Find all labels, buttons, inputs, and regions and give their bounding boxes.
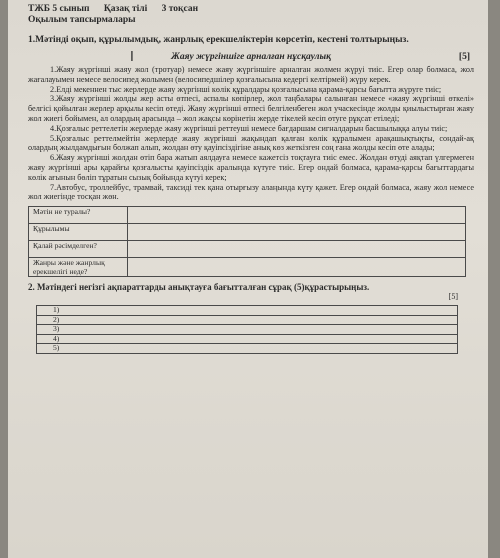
worksheet <box>8 0 488 558</box>
questions-table <box>36 305 458 354</box>
paragraph: 4.Қозғалыс реттелетін жерлерде жаяу жүргінші реттеуші немесе бағдаршам сигналдарын басшылыққа алуы тиіс; <box>50 123 448 133</box>
table-row <box>29 224 466 241</box>
question-row[interactable] <box>37 306 458 316</box>
question-number[interactable]: 4) <box>37 334 458 344</box>
task1-points: [5] <box>458 52 470 62</box>
text-cursor-icon: I <box>130 50 134 65</box>
subtitle: Оқылым тапсырмалары <box>28 15 136 25</box>
table-question: Құрылымы <box>29 224 128 241</box>
paragraph: 3.Жаяу жүргінші жолды жер асты өтпесі, аспалы көпірлер, жол таңбалары салынған немесе «жаяу жүргінші өткелі» белгісі қойылған жерлер арқылы кесіп өтеді. Жаяу жүргінші өтпесі белгіленбеген жол учаскесінде жолды қиылыстырған жаяу жол жиегі бойымен, ал олардың арасында – жол жақсы көрінетін жерде тікелей кесіп өтуге рұқсат етіледі; <box>28 94 474 123</box>
table-answer-cell[interactable] <box>128 241 466 258</box>
table-question: Мәтін не туралы? <box>29 207 128 224</box>
question-number[interactable]: 3) <box>37 325 458 335</box>
table-row <box>29 207 466 224</box>
question-row[interactable] <box>37 344 458 354</box>
question-number[interactable]: 1) <box>37 306 458 316</box>
table-question: Қалай рәсімделген? <box>29 241 128 258</box>
text-title: Жаяу жүргіншіге арналған нұсқаулық <box>171 52 331 62</box>
grade: ТЖБ 5 сынып <box>28 4 90 14</box>
task1-instruction: 1.Мәтінді оқып, құрылымдық, жанрлық ерекшеліктерін көрсетіп, кестені толтырыңыз. <box>28 35 409 45</box>
question-number[interactable]: 5) <box>37 344 458 354</box>
paragraph: 1.Жаяу жүргінші жаяу жол (тротуар) немесе жаяу жүргіншіге арналған жолмен жүруі тиіс. Егер олар болмаса, жол жағалауымен немесе велосипед жолымен (велосипедшілер қозғалысына кедергі келтірмей) жүру керек. <box>28 65 474 84</box>
header-line <box>28 4 474 15</box>
subject: Қазақ тілі <box>103 4 148 14</box>
task2-points: [5] <box>448 292 458 302</box>
question-number[interactable]: 2) <box>37 315 458 325</box>
paragraph: 2.Елді мекеннен тыс жерлерде жаяу жүргінші көлік құралдары қозғалысына қарама-қарсы бағытта жүруге тиіс; <box>50 84 442 94</box>
table-answer-cell[interactable] <box>128 258 466 277</box>
instruction-text <box>28 65 474 202</box>
answer-table <box>28 206 466 277</box>
table-row <box>29 241 466 258</box>
table-answer-cell[interactable] <box>128 224 466 241</box>
question-row[interactable] <box>37 325 458 335</box>
text-title-row <box>28 52 474 65</box>
table-row <box>29 258 466 277</box>
paragraph: 7.Автобус, троллейбус, трамвай, таксиді тек қана отырғызу алаңында күту қажет. Егер ондай болмаса, жаяу жол немесе жол жиегінде тосқан жөн. <box>28 182 474 202</box>
task2-instruction: 2. Мәтіндегі негізгі ақпараттарды анықтауға бағытталған сұрақ (5)құрастырыңыз. <box>28 282 370 293</box>
question-row[interactable] <box>37 334 458 344</box>
table-answer-cell[interactable] <box>128 207 466 224</box>
paragraph: 6.Жаяу жүргінші жолдан өтіп бара жатып аялдауға немесе кажетсіз тоқтауға тиіс емес. Жолдан өтуді аяқтап үлгермеген жаяу жүргінші ары қарайғы қозғалысты қауіпсіздік аралында күтуге тиіс. Егер ондай болмаса, қарама-қарсы бағыттардағы көлік ағынын бөліп тұратын сызық бойында күтуі керек; <box>28 153 474 182</box>
table-question: Жанры және жанрлық ерекшелігі неде? <box>29 258 128 277</box>
question-row[interactable] <box>37 315 458 325</box>
paragraph: 5.Қозғалыс реттелмейтін жерлерде жаяу жүргінші жақындап қалған көлік құралымен арақашықтықты, сондай-ақ олардың жылдамдығын болжап алып, жолдан өту қауіпсіздігіне анық көз жеткізген соң ғана жолды кесіп өте алады; <box>28 133 474 153</box>
term: 3 тоқсан <box>161 4 199 14</box>
